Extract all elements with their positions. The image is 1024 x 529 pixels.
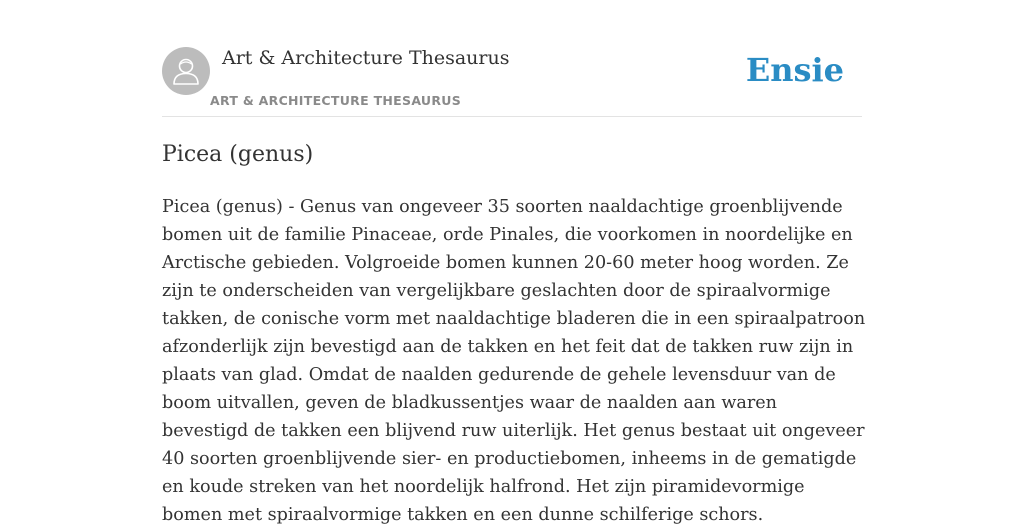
user-avatar-icon[interactable] bbox=[162, 47, 210, 95]
brand-logo[interactable]: Ensie bbox=[745, 51, 844, 89]
article-body: Picea (genus) - Genus van ongeveer 35 soorten naaldachtige groenblijvende bomen uit de familie Pinaceae, orde Pinales, die voorkomen in noordelijke en Arctische gebieden. Volgroeide bomen kunnen 20-60 meter hoog worden. Ze zijn te onderscheiden van vergelijkbare geslachten door de spiraalvormige takken, de conische vorm met naaldachtige bladeren die in een spiraalpatroon afzonderlijk zijn bevestigd aan de takken en het feit dat de takken ruw zijn in plaats van glad. Omdat de naalden gedurende de gehele levensduur van de boom uitvallen, geven de bladkussentjes waar de naalden aan waren bevestigd de takken een blijvend ruw uiterlijk. Het genus bestaat uit ongeveer 40 soorten groenblijvende sier- en productiebomen, inheems in de gematigde en koude streken van het noordelijk halfrond. Het zijn piramidevormige bomen met spiraalvormige takken en een dunne schilferige schors. bbox=[162, 197, 866, 525]
source-title[interactable]: Art & Architecture Thesaurus bbox=[222, 47, 510, 69]
page-title: Picea (genus) bbox=[162, 142, 314, 167]
source-subtitle[interactable]: ART & ARCHITECTURE THESAURUS bbox=[210, 93, 462, 108]
source-header bbox=[162, 46, 862, 117]
